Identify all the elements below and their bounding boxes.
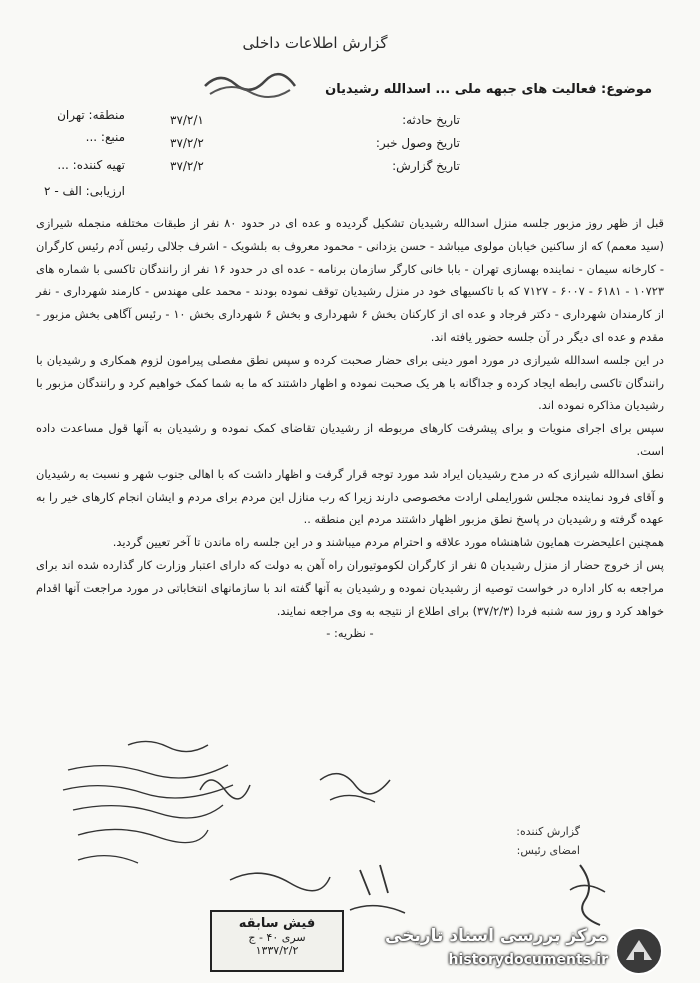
field-region: منطقه: تهران [57, 108, 125, 122]
date-received-label: تاریخ وصول خبر: [375, 136, 460, 150]
paragraph: قبل از ظهر روز مزبور جلسه منزل اسدالله رشیدیان تشکیل گردیده و عده ای در حدود ۸۰ نفر از طبقات مختلفه منجمله شیرازی (سید معمم) که از ساکنین خیابان مولوی میباشد - حسن یزدانی - محمود معروف به بلشویک - اشرف جلالی رئیس آدم رئیس کارگران - کارخانه سیمان - نماینده بهسازی تهران - بابا خانی کارگر سازمان برنامه - عده ای در حدود ۱۶ نفر از رانندگان تاکسی با شماره های ۱۰۷۲۳ - ۶۱۸۱ - ۶۰۰۷ - ۷۱۲۷ که با تاکسیهای خود در منزل رشیدیان توقف نموده بودند - محمد علی مهندس - کارمند شهرداری - نفر از کارمندان شهرداری - دکتر فرجاد و عده ای از کارکنان بخش ۶ شهرداری و بخش ۶ شهرداری بخش ۱۰ - رئیس آگاهی بخش مزبور - مقدم و عده ای دیگر در آن جلسه حضور یافته اند. [36, 216, 665, 344]
paragraph: در این جلسه اسدالله شیرازی در مورد امور دینی برای حضار صحبت کرده و سپس نطق مفصلی پیرامون لزوم همکاری و رشیدیان با رانندگان تاکسی رابطه ایجاد کرده و جداگانه با هر یک صحبت نموده و اظهار داشتند که ما به شما کمک خواهیم کرد و رانندگان مزبور با رشیدیان مذاکره نموده اند. [36, 352, 664, 413]
watermark-name: مرکز بررسی اسناد تاریخی [385, 926, 608, 946]
date-received-value: ۳۷/۲/۲ [170, 136, 204, 150]
field-evaluation: ارزیابی: الف - ۲ [44, 184, 125, 198]
report-body [36, 212, 664, 645]
archive-stamp-date: ۱۳۳۷/۲/۲ [255, 944, 299, 957]
handwritten-signature-middle [190, 760, 420, 820]
date-received [170, 136, 460, 150]
date-report-value: ۳۷/۲/۲ [170, 159, 204, 173]
reporter-role: امضای رئیس: [516, 844, 580, 857]
field-author: تهیه کننده: ... [57, 158, 125, 172]
reporter-label: گزارش کننده: [516, 825, 580, 838]
date-report-label: تاریخ گزارش: [392, 159, 460, 173]
date-incident [170, 113, 460, 127]
handwritten-signature-right [560, 860, 620, 930]
watermark [368, 922, 668, 980]
date-report [170, 159, 460, 173]
closing-note: - نظریه: - [326, 626, 374, 641]
date-incident-label: تاریخ حادثه: [402, 113, 460, 127]
document-title: گزارش اطلاعات داخلی [242, 34, 388, 52]
archive-stamp-title: فیش سابقه [238, 916, 316, 931]
watermark-site: historydocuments.ir [448, 952, 608, 968]
date-incident-value: ۳۷/۲/۱ [170, 113, 204, 127]
paragraph: نطق اسدالله شیرازی که در مدح رشیدیان ایراد شد مورد توجه قرار گرفت و اظهار داشت که با اهالی جنوب شهر و نسبت به رشیدیان و آقای فرود نماینده مجلس شورایملی ارادت مخصوصی دارند زیرا که رب منازل این مردم برای مردم و ایشان انجام کارهای خیر را به عهده گرفته و رشیدیان در پاسخ نطق مزبور اظهار داشتند مردم این منطقه .. [36, 466, 664, 527]
paragraph: همچنین اعلیحضرت همایون شاهنشاه مورد علاقه و احترام مردم میباشند و در این جلسه راه ماندن تا آخر تعیین گردید. [112, 535, 664, 550]
archive-stamp [210, 910, 344, 972]
document-subject: موضوع: فعالیت های جبهه ملی ... اسدالله رشیدیان [325, 82, 652, 97]
paragraph: سپس برای اجرای منویات و برای پیشرفت کارهای مربوطه از رشیدیان تقاضای کمک نموده و رشیدیان به آنها قول مساعدت داده است. [36, 421, 664, 458]
archive-stamp-code: سری ۴۰ - ج [248, 931, 306, 944]
paragraph: پس از خروج حضار از منزل رشیدیان ۵ نفر از کارگران لکوموتیوران راه آهن به دولت که دارای اعتبار وزارت کار گذارده شده اند برای مراجعه به کار اداره در خواست توصیه از رشیدیان نموده و رشیدیان به آنها گفته اند با سازمانهای انتخاباتی در مورد مراجعت آنها اقدام خواهد کرد و روز سه شنبه فردا (۳۷/۲/۳) برای اطلاع از نتیجه به وی مراجعه نمایند. [36, 557, 664, 618]
field-source: منبع: ... [85, 130, 125, 144]
reporter-block [470, 825, 580, 863]
archive-logo-icon [614, 926, 664, 976]
